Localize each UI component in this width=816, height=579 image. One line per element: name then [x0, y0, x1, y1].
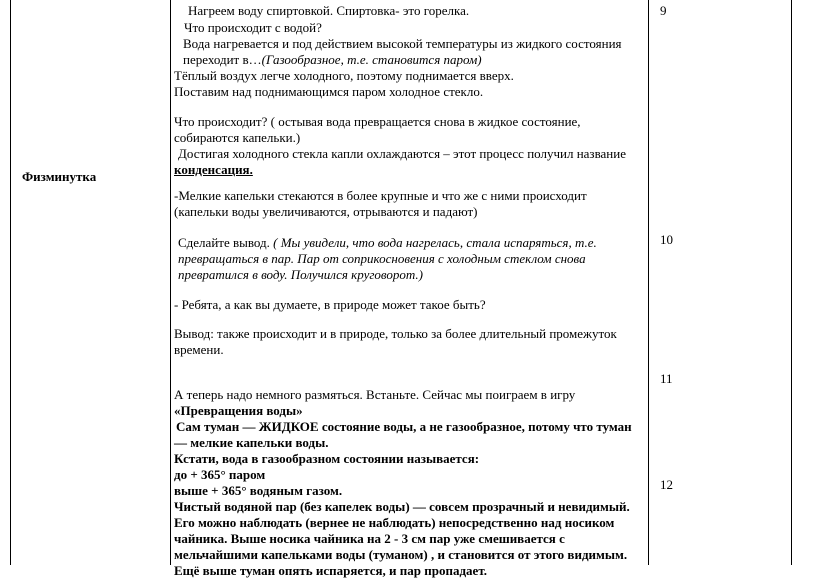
- slide-number: 10: [660, 232, 673, 247]
- text-line: до + 365° паром: [174, 467, 266, 482]
- text-line: [174, 387, 575, 403]
- text-line: Достигая холодного стекла капли охлаждаются – этот процесс получил название: [178, 146, 626, 161]
- slide-number: 9: [660, 3, 667, 18]
- text-line: Ещё выше туман опять испаряется, и пар пропадает.: [174, 563, 487, 578]
- text-fragment: А теперь надо немного размяться. Встаньте. Сейчас мы поиграем в: [174, 387, 547, 402]
- text-line: выше + 365° водяным газом.: [174, 483, 343, 498]
- text-line: [178, 235, 597, 251]
- text-line: (капельки воды увеличиваются, отрываются и падают): [174, 204, 478, 219]
- text-line: Вывод: также происходит и в природе, только за более длительный промежуток: [174, 326, 617, 341]
- text-line: Что происходит? ( остывая вода превращается снова в жидкое состояние,: [174, 114, 581, 129]
- text-line: превращаться в пар. Пар от соприкосновения с холодным стеклом снова: [178, 251, 586, 266]
- answer-italic: (Газообразное, т.е. становится паром): [261, 52, 482, 67]
- text-line: чайника. Выше носика чайника на 2 - 3 см пар уже смешивается с: [174, 531, 565, 546]
- slide-number: 11: [660, 371, 673, 386]
- text-line: Вода нагревается и под действием высокой температуры из жидкого состояния: [183, 36, 622, 51]
- text-line: Нагреем воду спиртовкой. Спиртовка- это горелка.: [188, 3, 470, 18]
- answer-italic: ( Мы увидели, что вода нагрелась, стала испаряться, т.е.: [273, 235, 597, 250]
- slide-number: 12: [660, 477, 673, 492]
- text-line: Поставим над поднимающимся паром холодное стекло.: [174, 84, 484, 99]
- stage-cell: [10, 0, 170, 565]
- text-line: Чистый водяной пар (без капелек воды) — совсем прозрачный и невидимый.: [174, 499, 630, 514]
- game-title: «Превращения воды»: [174, 403, 303, 418]
- text-line: — мелкие капельки воды.: [174, 435, 329, 450]
- text-line: Сам туман — ЖИДКОЕ состояние воды, а не газообразное, потому что туман: [176, 419, 632, 434]
- game-word: игру: [550, 387, 576, 402]
- text-line: времени.: [174, 342, 224, 357]
- text-line: Тёплый воздух легче холодного, поэтому поднимается вверх.: [174, 68, 514, 83]
- table-border-right: [791, 0, 792, 565]
- term-condensation: конденсация.: [174, 162, 253, 177]
- text-line: - Ребята, а как вы думаете, в природе может такое быть?: [174, 297, 486, 312]
- text-line: мельчайшими капельками воды (туманом) , и становится от этого видимым.: [174, 547, 628, 562]
- text-line: -Мелкие капельки стекаются в более крупные и что же с ними происходит: [174, 188, 587, 203]
- section-label: Физминутка: [22, 169, 97, 184]
- text-fragment: Сделайте вывод.: [178, 235, 270, 250]
- text-line: Его можно наблюдать (вернее не наблюдать) непосредственно над носиком: [174, 515, 615, 530]
- text-line: Что происходит с водой?: [184, 20, 322, 35]
- text-line: собираются капельки.): [174, 130, 301, 145]
- text-line: Кстати, вода в газообразном состоянии называется:: [174, 451, 480, 466]
- text-line: [183, 52, 482, 68]
- text-line: превратился в воду. Получился круговорот.): [178, 267, 424, 282]
- text-fragment: переходит в…: [183, 52, 262, 67]
